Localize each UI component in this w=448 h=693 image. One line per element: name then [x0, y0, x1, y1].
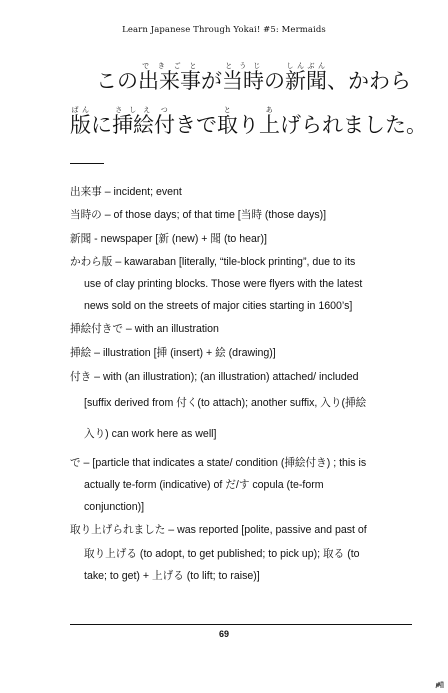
gloss-item: 当時の – of those days; of that time [当時 (those days)]: [70, 209, 327, 221]
furigana-reading: さしえ: [112, 106, 154, 114]
furigana-reading: とうじ: [222, 62, 264, 70]
gloss-item-continued: actually te-form (indicative) of だ/す copula (te-form: [84, 479, 324, 491]
sentence-text: この: [96, 69, 138, 93]
gloss-item-continued: take; to get) + 上げる (to lift; to raise)]: [84, 570, 260, 582]
furigana-word: 出来事できごと: [138, 62, 201, 93]
corner-scribble-icon: [435, 680, 445, 689]
gloss-item: 挿絵付きで – with an illustration: [70, 323, 219, 335]
furigana-reading: しんぶん: [285, 62, 327, 70]
gloss-item-continued: use of clay printing blocks. Those were flyers with the latest: [84, 278, 363, 290]
sentence-text: り: [238, 113, 259, 137]
gloss-item: で – [particle that indicates a state/ condition (挿絵付き) ; this is: [70, 457, 367, 469]
furigana-reading: できごと: [138, 62, 201, 70]
furigana-word: 上あ: [259, 106, 280, 137]
furigana-reading: あ: [259, 106, 280, 114]
running-header: Learn Japanese Through Yokai! #5: Mermaids: [122, 25, 326, 35]
gloss-item: 取り上げられました – was reported [polite, passive and past of: [70, 524, 367, 536]
page-number: 69: [218, 629, 229, 639]
furigana-word: 付つ: [154, 106, 175, 137]
furigana-word: 新聞しんぶん: [285, 62, 327, 93]
sentence-text: に: [91, 113, 112, 137]
gloss-item: 付き – with (an illustration); (an illustration) attached/ included: [70, 371, 359, 383]
furigana-word: 取と: [217, 106, 238, 137]
sentence-text: が: [201, 69, 222, 93]
example-sentence-line-2: [70, 106, 427, 136]
gloss-item-continued: news sold on the streets of major cities starting in 1600’s]: [84, 300, 353, 312]
gloss-item: 挿絵 – illustration [挿 (insert) + 絵 (drawing)]: [70, 347, 276, 359]
section-divider: [70, 163, 104, 164]
example-sentence-line-1: [96, 62, 411, 92]
footer-divider: [70, 624, 412, 625]
gloss-item-continued: conjunction)]: [84, 501, 145, 513]
furigana-word: 挿絵さしえ: [112, 106, 154, 137]
gloss-item: かわら版 – kawaraban [literally, “tile-block printing”, due to its: [70, 256, 356, 268]
gloss-item-continued: [suffix derived from 付く(to attach); another suffix, 入り(挿絵: [84, 397, 367, 409]
furigana-word: 版ばん: [70, 106, 91, 137]
gloss-item: 新聞 - newspaper [新 (new) + 聞 (to hear)]: [70, 233, 267, 245]
furigana-reading: ばん: [70, 106, 91, 114]
furigana-word: 当時とうじ: [222, 62, 264, 93]
furigana-reading: つ: [154, 106, 175, 114]
furigana-reading: と: [217, 106, 238, 114]
gloss-item-continued: 入り) can work here as well]: [84, 428, 217, 440]
sentence-text: 、かわら: [327, 69, 411, 93]
gloss-item: 出来事 – incident; event: [70, 186, 182, 198]
sentence-text: げられました。: [280, 113, 427, 137]
sentence-text: の: [264, 69, 285, 93]
gloss-item-continued: 取り上げる (to adopt, to get published; to pick up); 取る (to: [84, 548, 360, 560]
sentence-text: きで: [175, 113, 217, 137]
